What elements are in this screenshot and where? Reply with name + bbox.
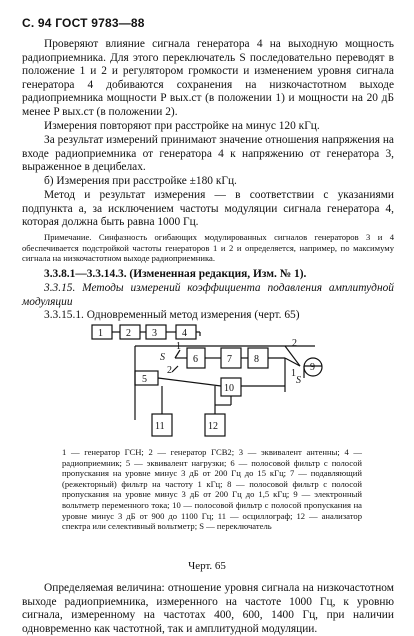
paragraph-3: За результат измерений принимают значение отношения напряжения на входе радиоприемника от генератора 4 к напряжению от генератора 3, выраженное в децибелах. — [22, 134, 394, 174]
label-1: 1 — [98, 328, 103, 339]
label-4: 4 — [182, 328, 187, 339]
note: Примечание. Синфазность огибающих модулированных сигналов генераторов 3 и 4 обеспечивается подстройкой частоты генераторов 1 и 2 и определяется, например, по максимуму сигнала на низкочастотном выходе радиоприемника. — [22, 232, 394, 264]
label-2: 2 — [126, 328, 131, 339]
label-3: 3 — [152, 328, 157, 339]
label-11: 11 — [155, 421, 165, 432]
label-10: 10 — [224, 383, 234, 394]
page-header: С. 94 ГОСТ 9783—88 — [22, 16, 145, 30]
label-8: 8 — [254, 354, 259, 365]
label-12: 12 — [208, 421, 218, 432]
paragraph-5: Метод и результат измерения — в соответствии с указаниями подпункта а, за исключением частоты модуляции сигнала генератора 4, которая должна быть равна 1000 Гц. — [22, 189, 394, 229]
label-7: 7 — [227, 354, 232, 365]
paragraph-6: Определяемая величина: отношение уровня сигнала на низкочастотном выходе радиоприемника, измеренного на частоте 1000 Гц, к уровню сигнала, измеренному на частотах 400, 600, 1400 Гц, при наличии одновременно как частотной, так и амплитудной модуляции. — [22, 582, 394, 635]
switch-pos-2-right: 2 — [292, 338, 297, 349]
paragraph-4: б) Измерения при расстройке ±180 кГц. — [44, 175, 237, 187]
switch-pos-1-left: 1 — [176, 341, 181, 352]
switch-pos-2-left: 2 — [167, 365, 172, 376]
section-3-3-15: 3.3.15. Методы измерений коэффициента подавления амплитудной модуляции — [22, 282, 394, 308]
label-9: 9 — [310, 362, 315, 373]
label-5: 5 — [142, 374, 147, 385]
paragraph-1: Проверяют влияние сигнала генератора 4 на выходную мощность радиоприемника. Для этого переключатель S последовательно переводят в положение 1 и 2 и регулятором громкости и изменением уровня сигнала генератора 4 добиваются сохранения на низкочастотном выходе радиоприемника мощности P вых.ст (в положении 1) и мощности на 20 дБ менее P вых.ст (в положении 2). — [22, 38, 394, 118]
paragraph-2: Измерения повторяют при расстройке на минус 120 кГц. — [44, 120, 320, 132]
section-3-3-15-1: 3.3.15.1. Одновременный метод измерения (черт. 65) — [44, 309, 300, 321]
switch-pos-1-right: 1 — [291, 368, 296, 379]
label-6: 6 — [193, 354, 198, 365]
switch-label-right: S — [296, 375, 301, 386]
figure-caption: Черт. 65 — [188, 560, 226, 572]
figure-legend: 1 — генератор ГСН; 2 — генератор ГСВ2; 3 — эквивалент антенны; 4 — радиоприемник; 5 — эквивалент нагрузки; 6 — полосовой фильтр с полосой пропускания на уровне минус 3 дБ от 200 Гц до 15 кГц; 7 — подавляющий (режекторный) фильтр на частоту 1 кГц; 8 — полосовой фильтр с полосой пропускания на уровне минус 3 дБ от 200 Гц до 1,5 кГц; 9 — электронный вольтметр переменного тока; 10 — полосовой фильтр с полосой пропускания на уровне минус 3 дБ от 900 до 1100 Гц; 11 — осциллограф; 12 — анализатор спектра или селективный вольтметр; S — переключатель — [62, 447, 362, 532]
section-3-3-8: 3.3.8.1—3.3.14.3. (Измененная редакция, Изм. № 1). — [44, 268, 307, 280]
switch-label-left: S — [160, 352, 165, 363]
